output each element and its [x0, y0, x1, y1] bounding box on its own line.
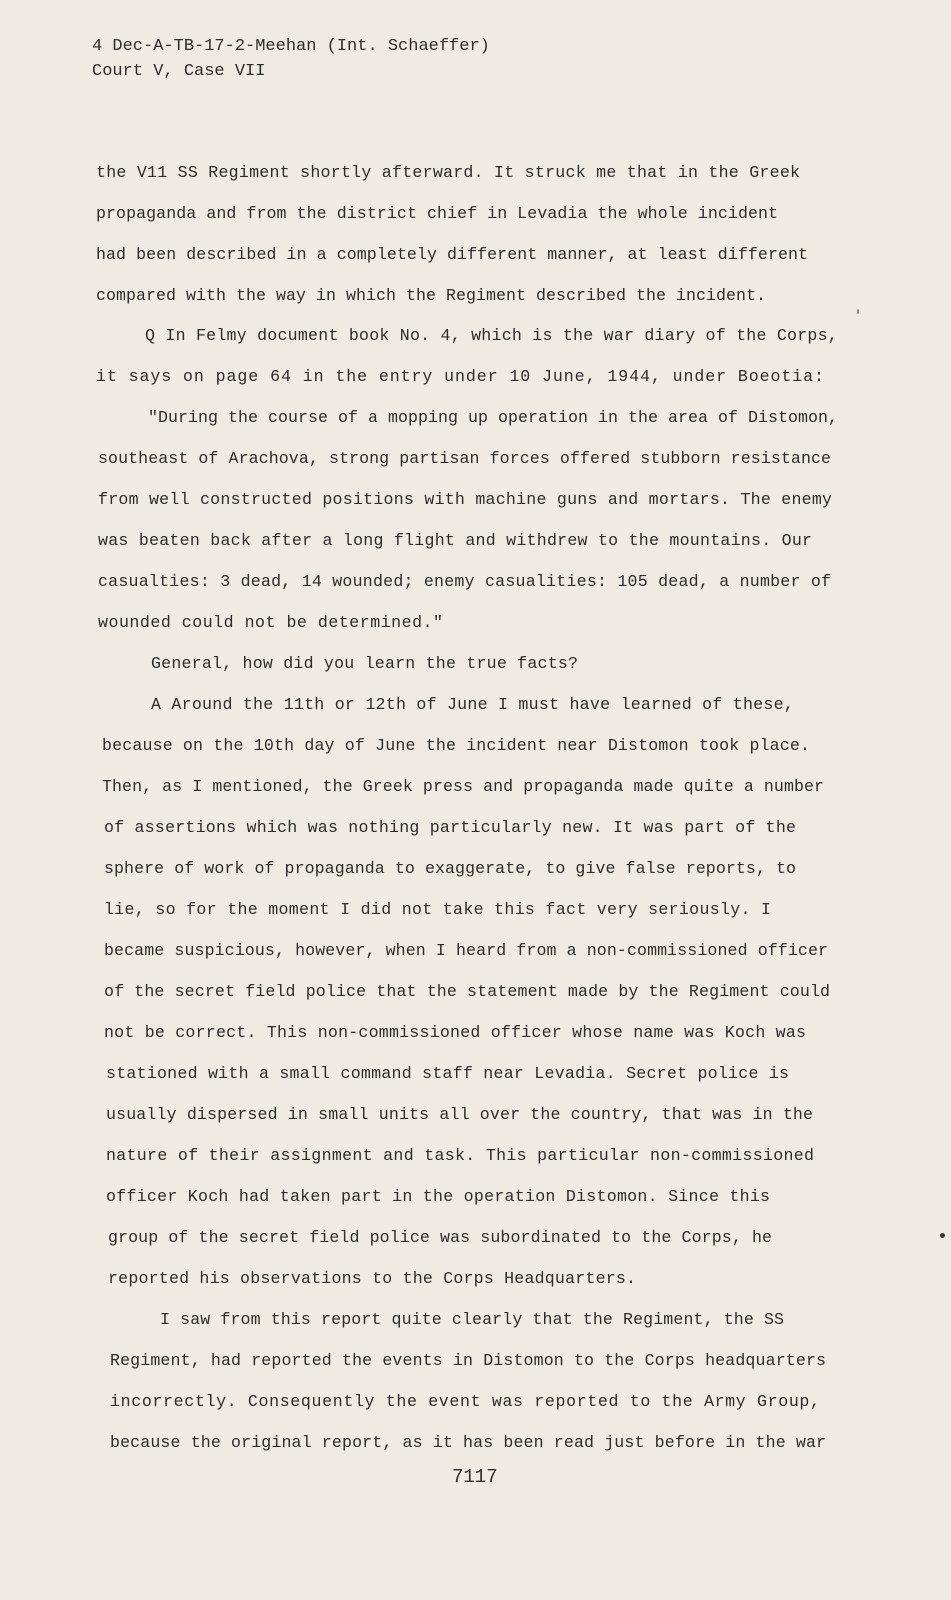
text-line: because on the 10th day of June the incident near Distomon took place. — [102, 736, 811, 755]
paper-speck — [940, 1233, 945, 1238]
text-line: had been described in a completely different manner, at least different — [96, 245, 809, 264]
text-line: from well constructed positions with machine guns and mortars. The enemy — [98, 490, 833, 509]
text-line: sphere of work of propaganda to exaggerate, to give false reports, to — [104, 859, 797, 878]
text-line: usually dispersed in small units all over the country, that was in the — [106, 1105, 814, 1124]
text-line: propaganda and from the district chief in Levadia the whole incident — [96, 204, 779, 223]
text-line: Then, as I mentioned, the Greek press and propaganda made quite a number — [102, 777, 825, 796]
text-line: officer Koch had taken part in the operation Distomon. Since this — [106, 1187, 771, 1206]
header-line-2: Court V, Case VII — [92, 62, 266, 81]
text-line: A Around the 11th or 12th of June I must have learned of these, — [151, 695, 794, 714]
text-line: was beaten back after a long flight and withdrew to the mountains. Our — [98, 531, 813, 550]
text-line: of the secret field police that the statement made by the Regiment could — [104, 982, 831, 1001]
text-line: compared with the way in which the Regiment described the incident. — [96, 286, 767, 305]
text-line: I saw from this report quite clearly that the Regiment, the SS — [160, 1310, 785, 1329]
text-line: casualties: 3 dead, 14 wounded; enemy casualities: 105 dead, a number of — [98, 572, 832, 591]
header-line-1: 4 Dec-A-TB-17-2-Meehan (Int. Schaeffer) — [92, 37, 490, 56]
text-line: reported his observations to the Corps Headquarters. — [108, 1269, 637, 1288]
text-line: Regiment, had reported the events in Distomon to the Corps headquarters — [110, 1351, 827, 1370]
text-line: it says on page 64 in the entry under 10 June, 1944, under Boeotia: — [96, 367, 825, 386]
text-line: became suspicious, however, when I heard from a non-commissioned officer — [104, 941, 829, 960]
text-line: Q In Felmy document book No. 4, which is the war diary of the Corps, — [145, 326, 838, 345]
text-line: southeast of Arachova, strong partisan forces offered stubborn resistance — [98, 449, 832, 468]
paper-speck — [857, 309, 859, 314]
text-line: group of the secret field police was subordinated to the Corps, he — [108, 1228, 773, 1247]
text-line: wounded could not be determined." — [98, 613, 444, 632]
text-line: "During the course of a mopping up operation in the area of Distomon, — [148, 408, 838, 427]
text-line: lie, so for the moment I did not take this fact very seriously. I — [104, 900, 772, 919]
page-number: 7117 — [452, 1466, 498, 1488]
text-line: the V11 SS Regiment shortly afterward. It struck me that in the Greek — [96, 163, 801, 182]
text-line: because the original report, as it has been read just before in the war — [110, 1433, 827, 1452]
text-line: General, how did you learn the true facts? — [151, 654, 579, 673]
text-line: incorrectly. Consequently the event was reported to the Army Group, — [110, 1392, 821, 1411]
document-header — [92, 34, 490, 84]
text-line: stationed with a small command staff near Levadia. Secret police is — [106, 1064, 790, 1083]
text-line: nature of their assignment and task. This particular non-commissioned — [106, 1146, 815, 1165]
text-line: of assertions which was nothing particularly new. It was part of the — [104, 818, 797, 837]
text-line: not be correct. This non-commissioned officer whose name was Koch was — [104, 1023, 807, 1042]
